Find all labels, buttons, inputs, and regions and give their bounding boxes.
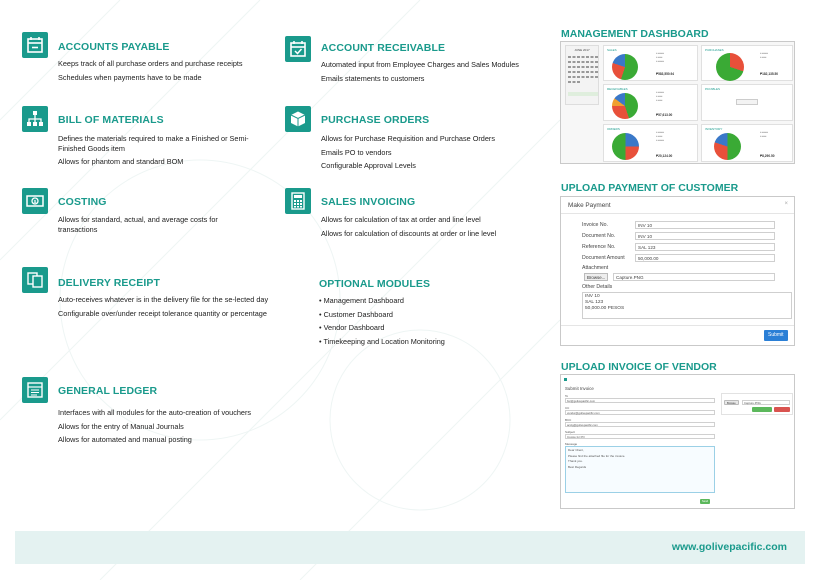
document-amount-label: Document Amount — [582, 255, 625, 261]
empty-chart-placeholder — [736, 99, 758, 105]
module-title: DELIVERY RECEIPT — [58, 277, 160, 289]
app-logo — [564, 378, 567, 381]
panel-label: SALES — [607, 48, 617, 52]
module-title: GENERAL LEDGER — [58, 385, 158, 397]
module-description: Allows for standard, actual, and average costs for transactions — [58, 215, 218, 234]
textarea-line: 50,000.00 PESOS — [585, 306, 625, 311]
panel-legend: ▪ ━━━━ ▪ ━━━ ▪ ━━━━ — [656, 52, 664, 63]
module-description: Allows for calculation of discounts at order or line level — [321, 228, 497, 238]
ledger-icon — [22, 377, 48, 403]
optional-module-item: • Customer Dashboard — [319, 309, 393, 319]
modal-footer-divider — [561, 325, 794, 326]
dashboard-panel-purchases — [701, 45, 793, 81]
attachment-panel — [721, 393, 793, 415]
calculator-icon — [285, 188, 311, 214]
module-title: COSTING — [58, 196, 107, 208]
dashboard-panel-sales — [603, 45, 698, 81]
module-title: BILL OF MATERIALS — [58, 114, 164, 126]
optional-modules-title: OPTIONAL MODULES — [319, 278, 431, 290]
document-amount-input[interactable]: 50,000.00 — [635, 254, 775, 262]
panel-label: PAYABLES — [705, 87, 721, 91]
panel-label: RECEIVABLES — [607, 87, 628, 91]
file-name-field: Capture.PNG — [613, 273, 775, 281]
reference-no-input[interactable]: SAL 123 — [635, 243, 775, 251]
dashboard-panel-payables — [701, 84, 793, 121]
remove-button[interactable] — [774, 407, 790, 412]
to-label: To — [565, 394, 569, 398]
to-input[interactable]: bsr@golivepacific.com — [565, 398, 715, 403]
org-chart-icon — [22, 106, 48, 132]
bcc-label: BCC — [565, 418, 572, 422]
message-line: Best Regards — [568, 464, 587, 469]
panel-amount: ₱583,550.94 — [656, 72, 675, 76]
subject-input[interactable]: Invoice for PO — [565, 434, 715, 439]
dashboard-panel-orders — [603, 124, 698, 162]
panel-legend: ▪ ━━━━ ▪ ━━━ — [760, 52, 768, 59]
documents-icon — [22, 267, 48, 293]
module-description: Schedules when payments have to be made — [58, 72, 202, 82]
dashboard-title: MANAGEMENT DASHBOARD — [561, 28, 709, 40]
document-no-label: Document No. — [582, 233, 616, 239]
submit-button[interactable]: Submit — [764, 330, 788, 341]
optional-module-item: • Timekeeping and Location Monitoring — [319, 336, 445, 346]
modal-header — [561, 197, 794, 214]
payment-title: UPLOAD PAYMENT OF CUSTOMER — [561, 182, 739, 194]
dashboard-screenshot — [560, 41, 795, 164]
module-description: Emails PO to vendors — [321, 147, 392, 157]
form-title: Submit Invoice — [565, 386, 594, 391]
cc-label: CC — [565, 406, 570, 410]
subject-label: Subject — [565, 430, 576, 434]
message-textarea[interactable] — [565, 446, 715, 493]
module-description: Allows for Purchase Requisition and Purchase Orders — [321, 134, 495, 143]
panel-legend: ▪ ━━━━ ▪ ━━━ ▪ ━━━ — [656, 91, 664, 102]
document-no-input[interactable]: INV 10 — [635, 232, 775, 240]
receivables-pie-chart — [612, 93, 638, 119]
panel-label: ORDERS — [607, 127, 620, 131]
optional-module-item: • Management Dashboard — [319, 296, 404, 305]
module-description: Auto-receives whatever is in the delivery file for the se-lected day — [58, 295, 269, 304]
dashboard-calendar — [565, 45, 599, 105]
invoice-screenshot — [560, 374, 795, 509]
attachment-label: Attachment — [582, 265, 609, 271]
message-label: Message — [565, 442, 578, 446]
module-title: ACCOUNTS PAYABLE — [58, 41, 170, 53]
invoice-no-input[interactable]: INV 10 — [635, 221, 775, 229]
module-description: Defines the materials required to make a Finished or Semi-Finished Goods item — [58, 134, 249, 153]
bcc-input[interactable]: acctg@golivepacific.com — [565, 422, 715, 427]
calendar-minus-icon — [22, 32, 48, 58]
module-description: Emails statements to customers — [321, 73, 425, 83]
panel-amount: ₱57,613.00 — [656, 113, 673, 117]
module-description: Configurable Approval Levels — [321, 161, 416, 170]
inventory-pie-chart — [714, 133, 741, 160]
cc-input[interactable]: vendor@golivepacific.com — [565, 410, 715, 415]
panel-label: INVENTORY — [705, 127, 723, 131]
panel-legend: ▪ ━━━━ ▪ ━━━ ▪ ━━━━ — [656, 131, 664, 142]
panel-label: PURCHASES — [705, 48, 724, 52]
other-details-textarea[interactable] — [582, 292, 792, 319]
module-description: Configurable over/under receipt tolerance quantity or percentage — [58, 308, 267, 318]
browse-button[interactable]: Browse... — [584, 273, 608, 281]
module-description: Allows for phantom and standard BOM — [58, 157, 184, 166]
reference-no-label: Reference No. — [582, 244, 616, 250]
dashboard-panel-receivables — [603, 84, 698, 121]
panel-legend: ▪ ━━━━ ▪ ━━━ — [760, 131, 768, 138]
module-title: ACCOUNT RECEIVABLE — [321, 42, 446, 54]
website-link[interactable]: www.golivepacific.com — [671, 541, 787, 553]
module-description: Keeps track of all purchase orders and purchase receipts — [58, 59, 243, 68]
module-title: PURCHASE ORDERS — [321, 114, 430, 126]
send-button[interactable]: Send — [702, 500, 709, 503]
panel-amount: ₱20,124.00 — [656, 154, 673, 158]
footer-bar — [15, 531, 805, 564]
textarea-line: INV 10 — [585, 294, 600, 299]
message-line: Thank you. — [568, 459, 583, 463]
purchases-pie-chart — [716, 53, 744, 81]
payment-screenshot — [560, 196, 795, 346]
message-line: Dear Client, — [568, 448, 584, 452]
invoice-no-label: Invoice No. — [582, 222, 608, 228]
dollar-bill-icon — [22, 188, 48, 214]
invoice-title: UPLOAD INVOICE OF VENDOR — [561, 361, 717, 373]
upload-button[interactable] — [752, 407, 772, 412]
module-description: Allows for calculation of tax at order and line level — [321, 215, 481, 224]
module-title: SALES INVOICING — [321, 196, 416, 208]
sales-pie-chart — [612, 54, 638, 80]
calendar-grid — [566, 54, 600, 100]
file-name-field: Capture.PNG — [742, 400, 790, 405]
svg-text:$: $ — [33, 199, 37, 204]
panel-amount: ₱8,290.50 — [760, 154, 775, 158]
calendar-check-icon — [285, 36, 311, 62]
browse-button[interactable]: Browse — [724, 400, 739, 405]
module-description: Allows for the entry of Manual Journals — [58, 421, 184, 431]
module-description: Allows for automated and manual posting — [58, 435, 192, 444]
modal-title: Make Payment — [568, 202, 611, 209]
message-line: Please find the attached file for the invoice. — [568, 453, 626, 458]
calendar-month: JUNE 2017 — [574, 48, 590, 52]
other-details-label: Other Details — [582, 284, 613, 290]
dashboard-panel-inventory — [701, 124, 793, 162]
box-icon — [285, 106, 311, 132]
close-icon[interactable]: × — [784, 201, 788, 207]
panel-amount: ₱182,135.50 — [760, 72, 779, 76]
orders-pie-chart — [612, 133, 639, 160]
textarea-line: SAL 123 — [585, 300, 604, 305]
module-description: Interfaces with all modules for the auto-creation of vouchers — [58, 408, 252, 417]
optional-module-item: • Vendor Dashboard — [319, 323, 385, 332]
module-description: Automated input from Employee Charges and Sales Modules — [321, 60, 519, 69]
